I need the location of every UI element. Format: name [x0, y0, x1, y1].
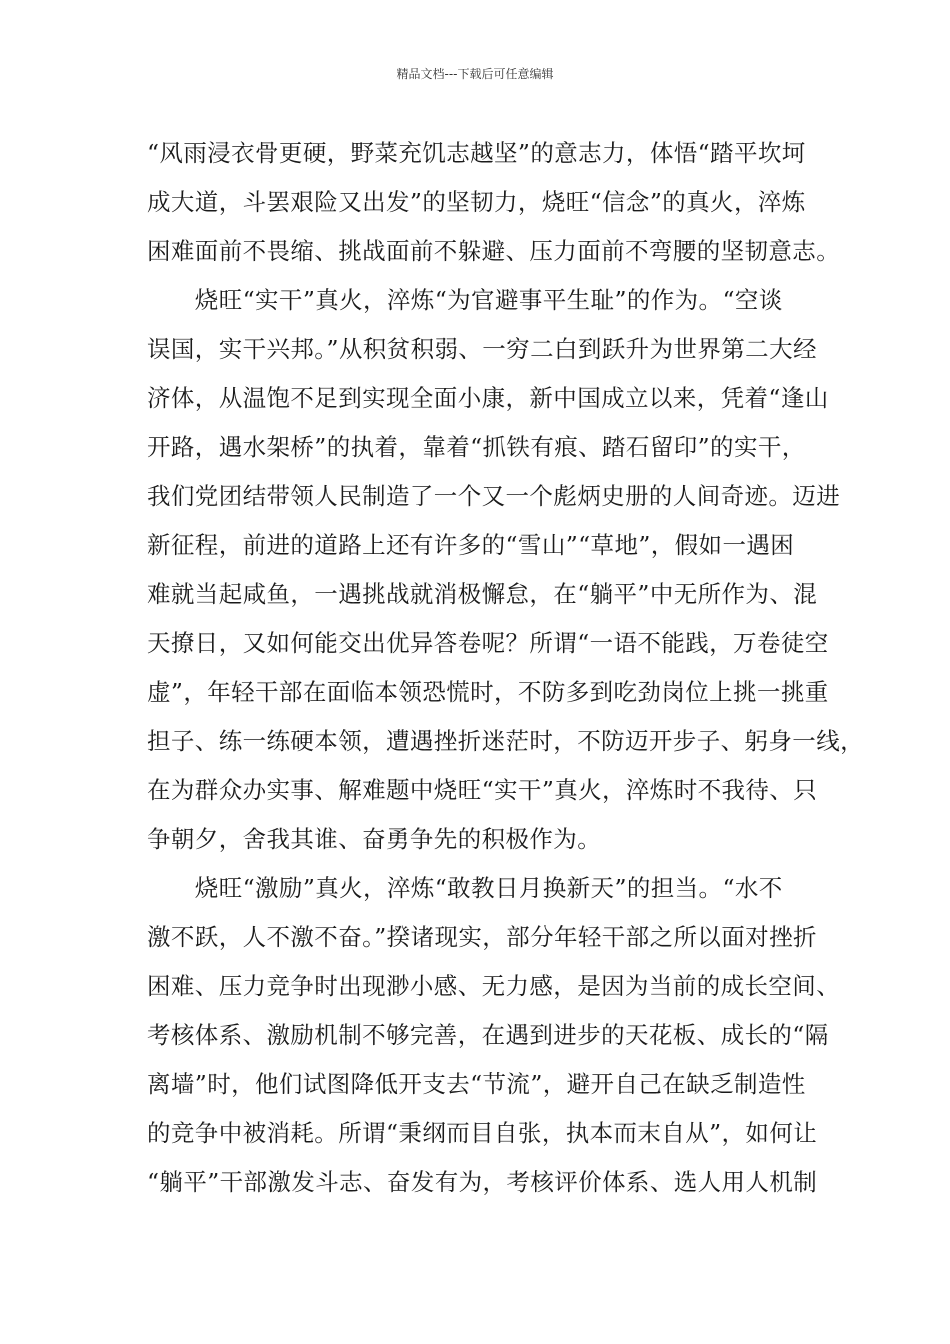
text-line: 济体，从温饱不足到实现全面小康，新中国成立以来，凭着“逢山	[147, 384, 829, 412]
text-line: 我们党团结带领人民制造了一个又一个彪炳史册的人间奇迹。迈进	[147, 482, 841, 510]
text-line: 烧旺“激励”真火，淬炼“敢教日月换新天”的担当。“水不	[147, 874, 783, 902]
text-line: 担子、练一练硬本领，遭遇挫折迷茫时，不防迈开步子、躬身一线，	[147, 727, 864, 755]
text-line: 在为群众办实事、解难题中烧旺“实干”真火，淬炼时不我待、只	[147, 776, 818, 804]
text-line: 离墙”时，他们试图降低开支去“节流”，避开自己在缺乏制造性	[147, 1070, 806, 1098]
page-header: 精品文档---下载后可任意编辑	[396, 67, 554, 81]
text-line: 的竞争中被消耗。所谓“秉纲而目自张，执本而末自从”，如何让	[147, 1119, 818, 1147]
text-line: 烧旺“实干”真火，淬炼“为官避事平生耻”的作为。“空谈	[147, 286, 783, 314]
text-line: “风雨浸衣骨更硬，野菜充饥志越坚”的意志力，体悟“踏平坎坷	[147, 139, 806, 167]
text-line: 误国，实干兴邦。”从积贫积弱、一穷二白到跃升为世界第二大经	[147, 335, 817, 363]
text-line: 争朝夕，舍我其谁、奋勇争先的积极作为。	[147, 825, 602, 853]
text-line: 天撩日，又如何能交出优异答卷呢？所谓“一语不能践，万卷徒空	[147, 629, 829, 657]
text-line: 困难、压力竞争时出现渺小感、无力感，是因为当前的成长空间、	[147, 972, 841, 1000]
text-line: 成大道，斗罢艰险又出发”的坚韧力，烧旺“信念”的真火，淬炼	[147, 188, 806, 216]
document-body	[147, 133, 864, 1211]
text-line: 激不跃，人不激不奋。”揆诸现实，部分年轻干部之所以面对挫折	[147, 923, 817, 951]
text-line: 考核体系、激励机制不够完善，在遇到进步的天花板、成长的“隔	[147, 1021, 829, 1049]
text-line: 虚”，年轻干部在面临本领恐慌时，不防多到吃劲岗位上挑一挑重	[147, 678, 829, 706]
text-line: 新征程，前进的道路上还有许多的“雪山”“草地”，假如一遇困	[147, 531, 795, 559]
text-line: 困难面前不畏缩、挑战面前不躲避、压力面前不弯腰的坚韧意志。	[147, 237, 841, 265]
text-line: 难就当起咸鱼，一遇挑战就消极懈怠，在“躺平”中无所作为、混	[147, 580, 818, 608]
text-line: “躺平”干部激发斗志、奋发有为，考核评价体系、选人用人机制	[147, 1168, 818, 1196]
text-line: 开路，遇水架桥”的执着，靠着“抓铁有痕、踏石留印”的实干，	[147, 433, 806, 461]
